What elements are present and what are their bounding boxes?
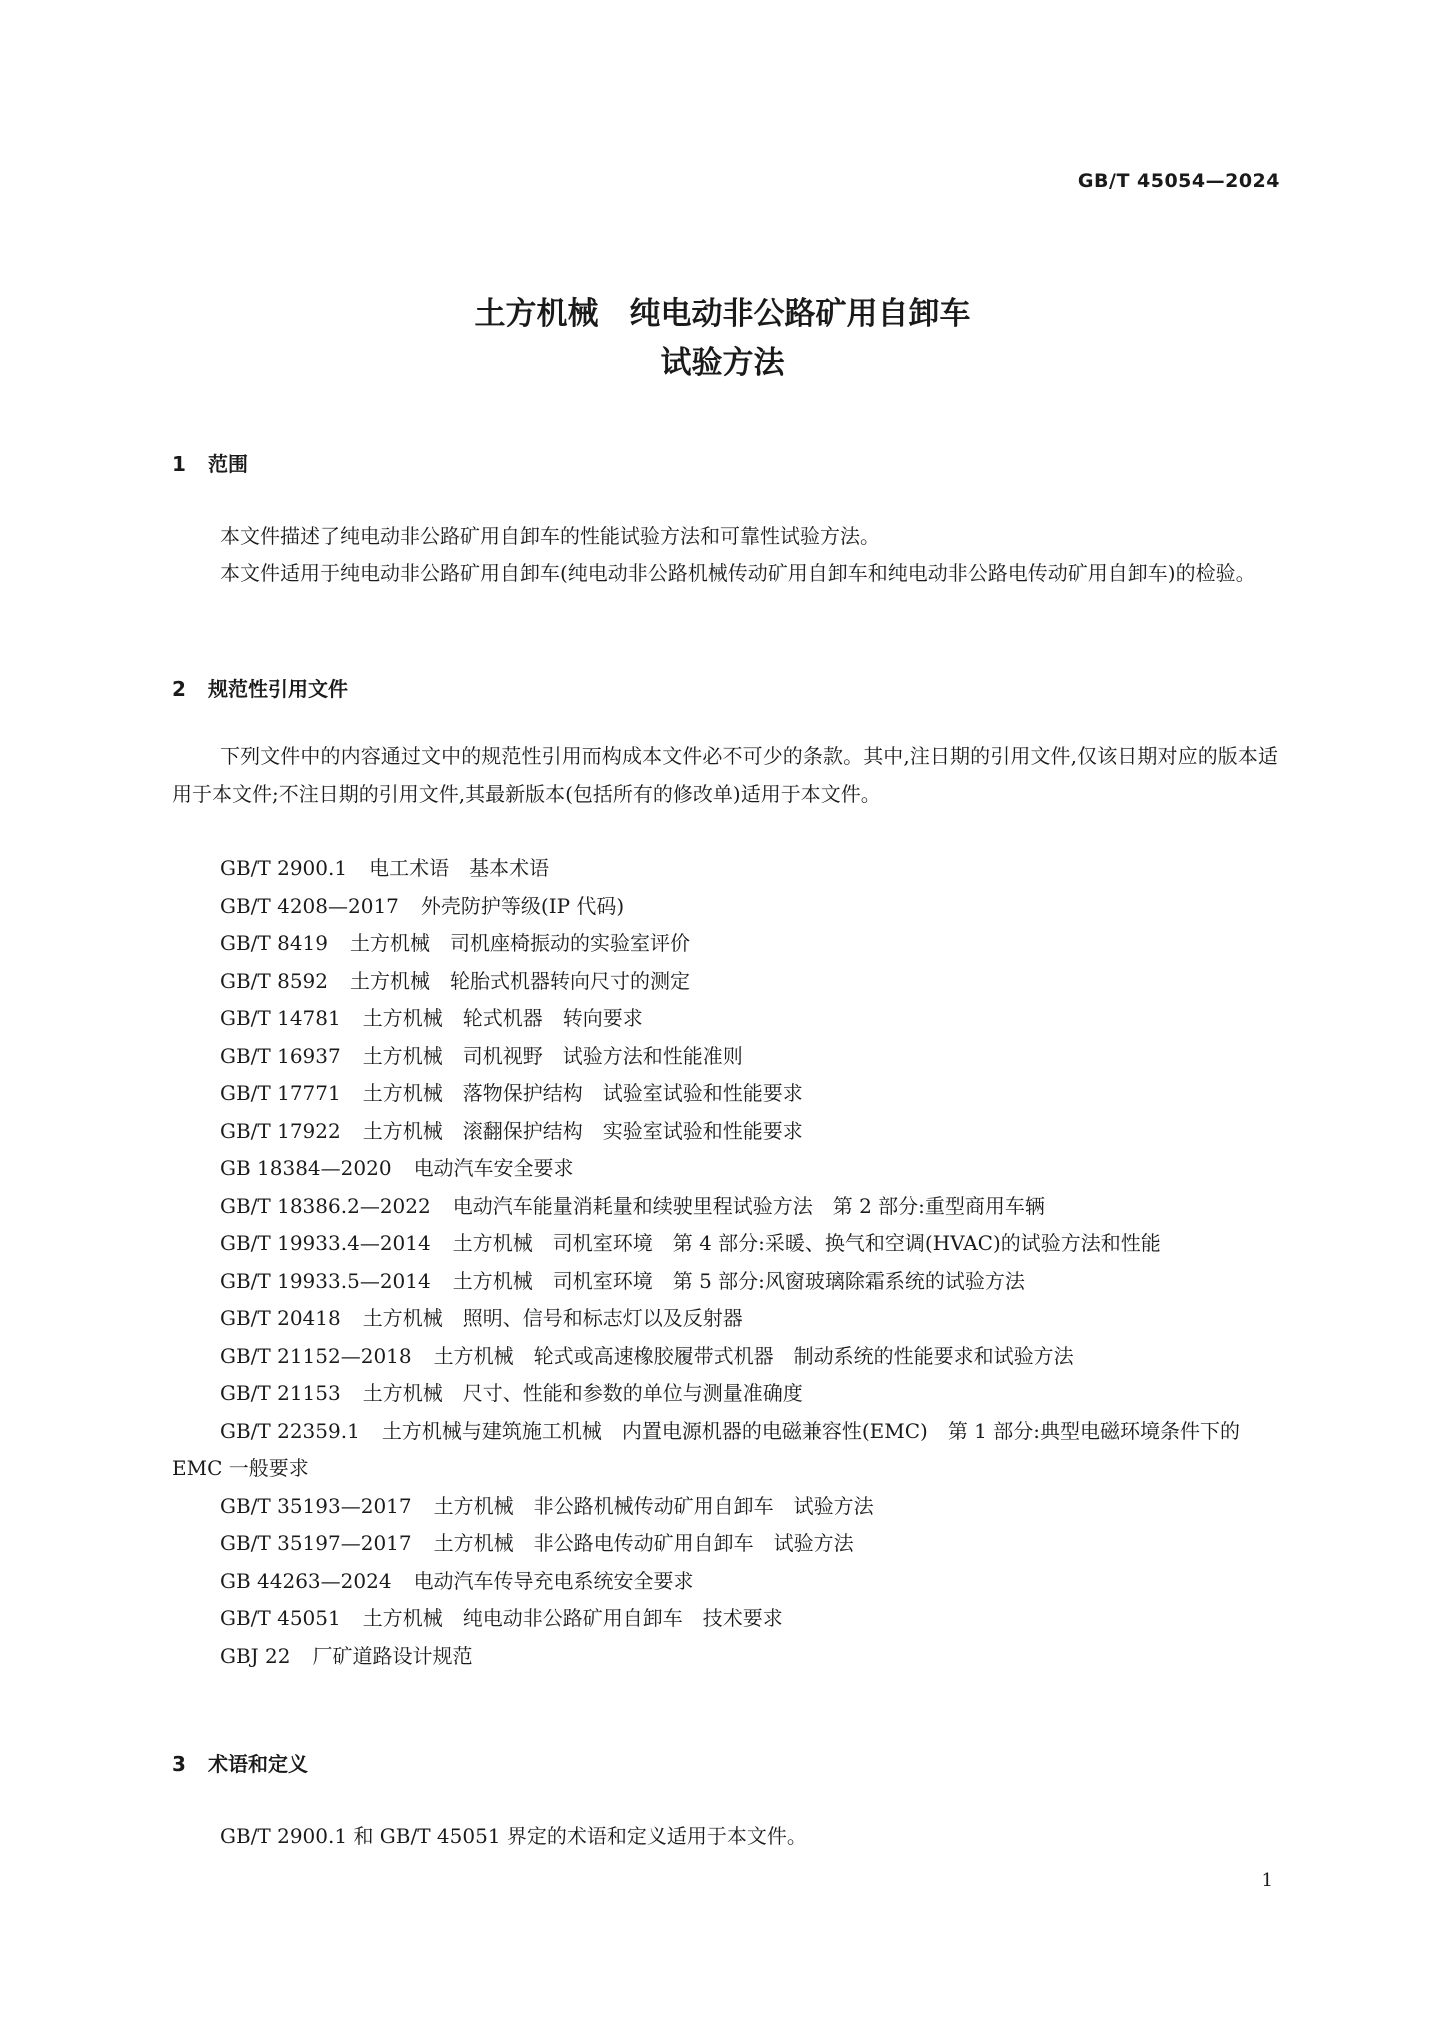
standard-number: GB/T 45054—2024 xyxy=(1077,170,1280,192)
reference-code: GB/T 45051 xyxy=(220,1606,341,1630)
section-number: 2 xyxy=(172,677,186,701)
reference-item xyxy=(172,1338,1278,1376)
reference-item xyxy=(172,1413,1278,1488)
section-number: 3 xyxy=(172,1752,186,1776)
reference-item xyxy=(172,1638,1278,1676)
reference-item xyxy=(172,888,1278,926)
reference-code: GB/T 18386.2—2022 xyxy=(220,1193,431,1218)
reference-title: 土方机械 轮式机器 转向要求 xyxy=(362,1006,643,1030)
reference-list xyxy=(172,850,1278,1675)
reference-code: GB/T 35197—2017 xyxy=(220,1531,412,1555)
reference-item xyxy=(172,1525,1278,1563)
reference-title: 土方机械 非公路机械传动矿用自卸车 试验方法 xyxy=(433,1493,874,1518)
section-number: 1 xyxy=(172,452,186,476)
reference-code: GB/T 2900.1 xyxy=(220,856,348,880)
reference-code: GB/T 21153 xyxy=(220,1381,341,1405)
reference-code: GB/T 20418 xyxy=(220,1306,341,1330)
section-1-heading xyxy=(172,448,248,477)
reference-item xyxy=(172,1075,1278,1113)
page-number: 1 xyxy=(1261,1870,1273,1891)
scope-paragraph-1: 本文件描述了纯电动非公路矿用自卸车的性能试验方法和可靠性试验方法。 xyxy=(220,524,880,548)
reference-title: 土方机械 落物保护结构 试验室试验和性能要求 xyxy=(362,1081,803,1105)
reference-code: GB/T 14781 xyxy=(220,1006,341,1030)
reference-item xyxy=(172,1113,1278,1151)
reference-title: 土方机械 司机视野 试验方法和性能准则 xyxy=(362,1043,743,1068)
reference-item xyxy=(172,1188,1278,1226)
reference-title: 电动汽车能量消耗量和续驶里程试验方法 第 2 部分:重型商用车辆 xyxy=(452,1193,1045,1218)
reference-item xyxy=(172,963,1278,1001)
reference-code: GB/T 22359.1 xyxy=(220,1418,360,1443)
section-title: 规范性引用文件 xyxy=(208,677,348,701)
reference-code: GB/T 35193—2017 xyxy=(220,1493,412,1518)
reference-title: 土方机械 司机座椅振动的实验室评价 xyxy=(350,931,691,955)
reference-item xyxy=(172,1563,1278,1601)
reference-title: 电工术语 基本术语 xyxy=(369,856,550,880)
reference-code: GB 44263—2024 xyxy=(220,1568,392,1593)
reference-title: 土方机械 尺寸、性能和参数的单位与测量准确度 xyxy=(362,1381,803,1405)
reference-item xyxy=(172,1488,1278,1526)
reference-item xyxy=(172,850,1278,888)
section-2-heading xyxy=(172,673,348,702)
reference-title: 土方机械 滚翻保护结构 实验室试验和性能要求 xyxy=(362,1118,803,1143)
reference-title: 土方机械与建筑施工机械 内置电源机器的电磁兼容性(EMC) 第 1 部分:典型电磁环境条件下的 EMC 一般要求 xyxy=(172,1418,1240,1480)
reference-code: GB/T 16937 xyxy=(220,1043,341,1068)
reference-code: GBJ 22 xyxy=(220,1643,291,1668)
reference-code: GB/T 19933.5—2014 xyxy=(220,1268,431,1293)
reference-item xyxy=(172,1600,1278,1638)
reference-title: 土方机械 司机室环境 第 5 部分:风窗玻璃除霜系统的试验方法 xyxy=(452,1268,1025,1293)
reference-title: 土方机械 纯电动非公路矿用自卸车 技术要求 xyxy=(362,1606,783,1630)
reference-code: GB/T 8592 xyxy=(220,968,329,993)
reference-title: 电动汽车安全要求 xyxy=(413,1156,574,1180)
terms-paragraph: GB/T 2900.1 和 GB/T 45051 界定的术语和定义适用于本文件。 xyxy=(220,1824,807,1848)
reference-title: 厂矿道路设计规范 xyxy=(312,1643,473,1668)
reference-title: 土方机械 轮胎式机器转向尺寸的测定 xyxy=(350,968,691,993)
reference-title: 电动汽车传导充电系统安全要求 xyxy=(413,1568,694,1593)
reference-title: 土方机械 轮式或高速橡胶履带式机器 制动系统的性能要求和试验方法 xyxy=(433,1343,1074,1368)
reference-code: GB/T 8419 xyxy=(220,931,329,955)
document-title xyxy=(0,290,1445,388)
reference-title: 土方机械 非公路电传动矿用自卸车 试验方法 xyxy=(433,1531,854,1555)
reference-item xyxy=(172,925,1278,963)
reference-code: GB/T 19933.4—2014 xyxy=(220,1231,431,1255)
title-line-1: 土方机械 纯电动非公路矿用自卸车 xyxy=(474,296,971,332)
section-3-heading xyxy=(172,1748,308,1777)
section-title: 术语和定义 xyxy=(208,1752,308,1776)
reference-item xyxy=(172,1150,1278,1188)
reference-code: GB 18384—2020 xyxy=(220,1156,392,1180)
reference-code: GB/T 4208—2017 xyxy=(220,893,399,918)
reference-item xyxy=(172,1000,1278,1038)
reference-title: 土方机械 照明、信号和标志灯以及反射器 xyxy=(362,1306,743,1330)
reference-code: GB/T 17922 xyxy=(220,1118,341,1143)
reference-item xyxy=(172,1225,1278,1263)
references-intro: 下列文件中的内容通过文中的规范性引用而构成本文件必不可少的条款。其中,注日期的引用文件,仅该日期对应的版本适用于本文件;不注日期的引用文件,其最新版本(包括所有的修改单)适用于本文件。 xyxy=(172,744,1278,806)
reference-title: 外壳防护等级(IP 代码) xyxy=(420,893,625,918)
reference-item xyxy=(172,1300,1278,1338)
reference-title: 土方机械 司机室环境 第 4 部分:采暖、换气和空调(HVAC)的试验方法和性能 xyxy=(452,1231,1161,1255)
section-title: 范围 xyxy=(208,452,248,476)
reference-item xyxy=(172,1375,1278,1413)
reference-code: GB/T 17771 xyxy=(220,1081,341,1105)
reference-item xyxy=(172,1263,1278,1301)
title-line-2: 试验方法 xyxy=(660,345,785,381)
reference-item xyxy=(172,1038,1278,1076)
reference-code: GB/T 21152—2018 xyxy=(220,1343,412,1368)
scope-paragraph-2: 本文件适用于纯电动非公路矿用自卸车(纯电动非公路机械传动矿用自卸车和纯电动非公路电传动矿用自卸车)的检验。 xyxy=(220,561,1256,585)
